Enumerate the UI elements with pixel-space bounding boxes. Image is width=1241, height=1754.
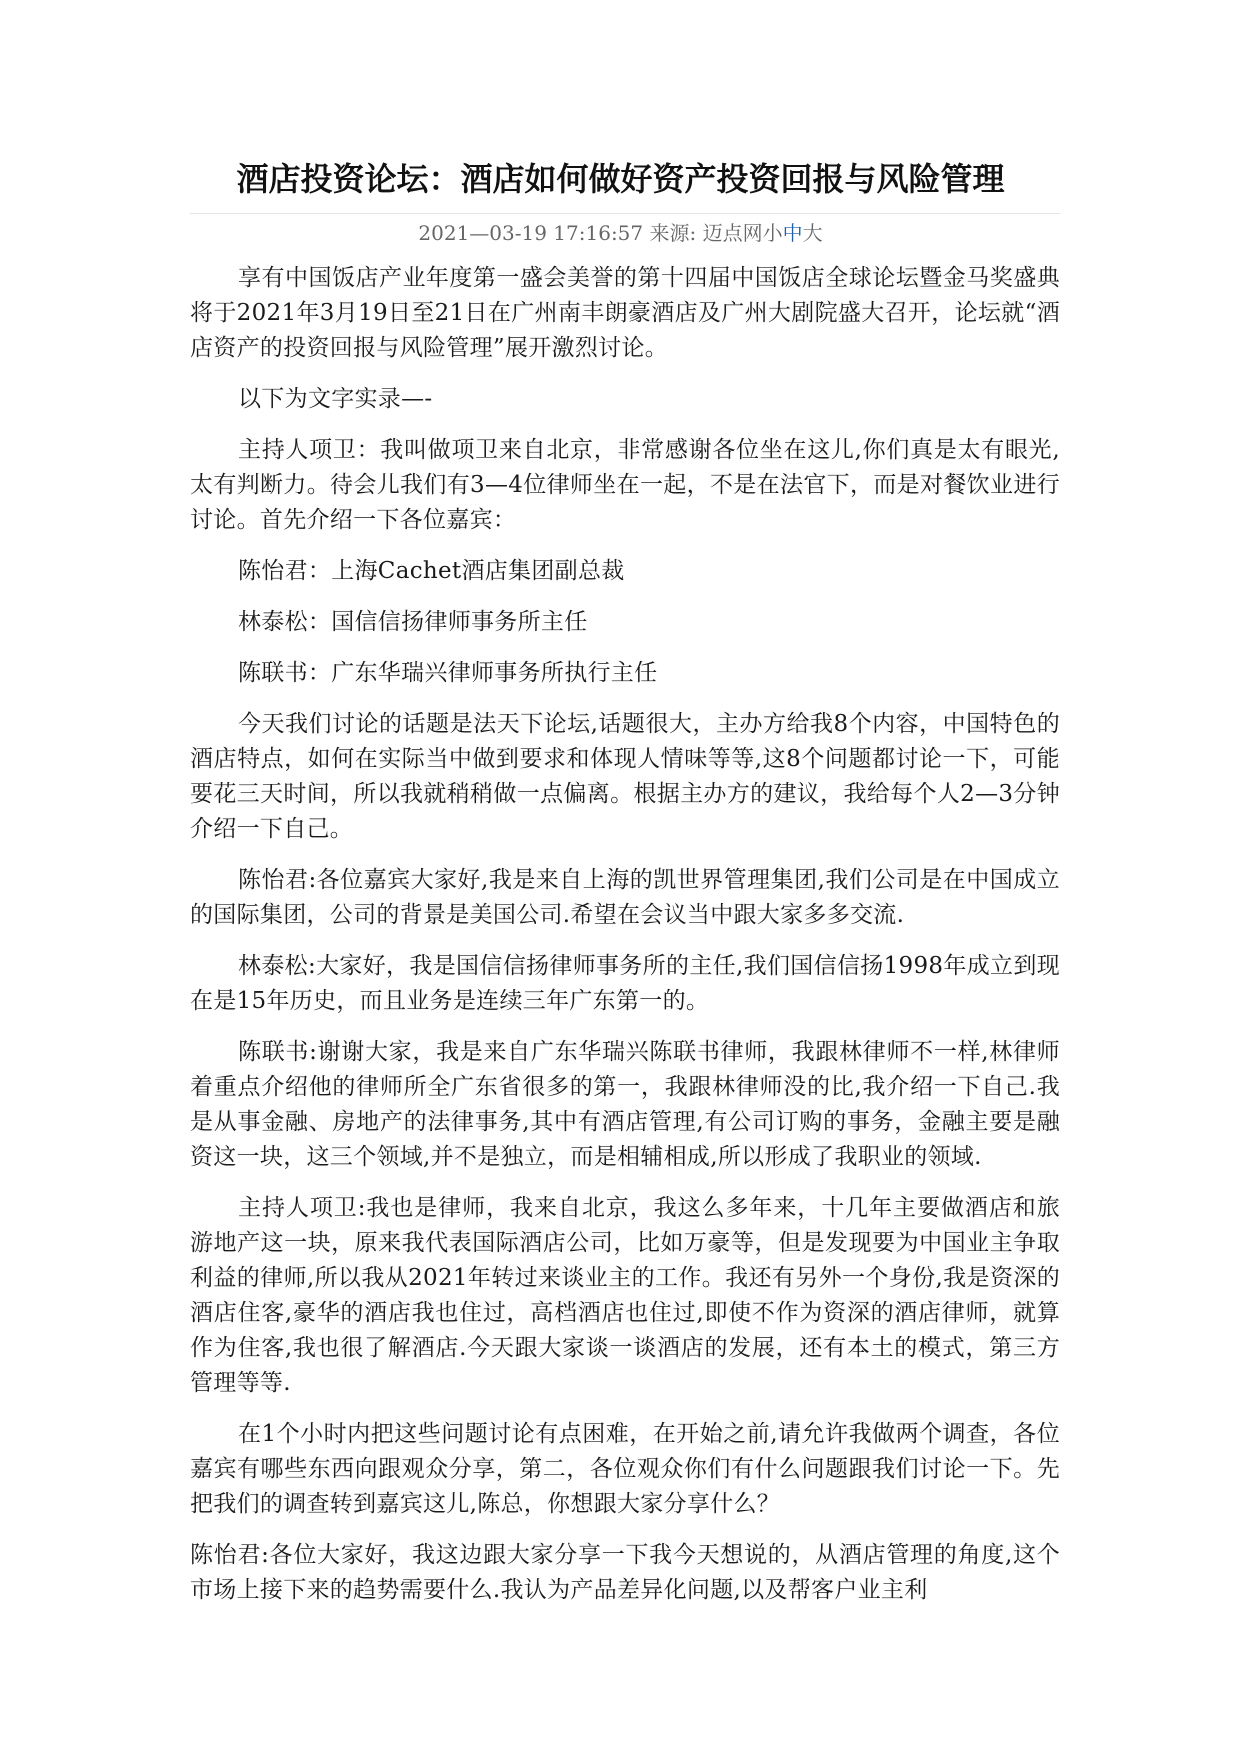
paragraph-chen-yijun-intro: 陈怡君:各位嘉宾大家好,我是来自上海的凯世界管理集团,我们公司是在中国成立的国际集团，公司的背景是美国公司.希望在会议当中跟大家多多交流. bbox=[190, 867, 1060, 928]
source-name bbox=[703, 221, 823, 245]
paragraph-host-intro: 主持人项卫:我也是律师，我来自北京，我这么多年来，十几年主要做酒店和旅游地产这一块，原来我代表国际酒店公司，比如万豪等，但是发现要为中国业主争取利益的律师,所以我从2021年转过来谈业主的工作。我还有另外一个身份,我是资深的酒店住客,豪华的酒店我也住过，高档酒店也住过,即使不作为资深的酒店律师，就算作为住客,我也很了解酒店.今天跟大家谈一谈酒店的发展，还有本土的模式，第三方管理等等. bbox=[190, 1195, 1060, 1396]
paragraph-intro: 享有中国饭店产业年度第一盛会美誉的第十四届中国饭店全球论坛暨金马奖盛典将于2021年3月19日至21日在广州南丰朗豪酒店及广州大剧院盛大召开，论坛就“酒店资产的投资回报与风险管理”展开激烈讨论。 bbox=[190, 265, 1060, 361]
source-label: 来源: bbox=[649, 221, 697, 245]
article-meta bbox=[150, 217, 1091, 249]
paragraph-guest-3: 陈联书：广东华瑞兴律师事务所执行主任 bbox=[238, 660, 658, 686]
paragraph-lin-taisong-intro: 林泰松:大家好，我是国信信扬律师事务所的主任,我们国信信扬1998年成立到现在是15年历史，而且业务是连续三年广东第一的。 bbox=[190, 953, 1060, 1014]
paragraph-transcript-heading: 以下为文字实录—- bbox=[238, 386, 433, 412]
source-name-pre: 迈点网小 bbox=[702, 221, 783, 245]
paragraph-topic: 今天我们讨论的话题是法天下论坛,话题很大，主办方给我8个内容，中国特色的酒店特点，如何在实际当中做到要求和体现人情味等等,这8个问题都讨论一下，可能要花三天时间，所以我就稍稍做一点偏离。根据主办方的建议，我给每个人2—3分钟介绍一下自己。 bbox=[190, 711, 1060, 842]
paragraph-survey: 在1个小时内把这些问题讨论有点困难，在开始之前,请允许我做两个调查，各位嘉宾有哪些东西向跟观众分享，第二，各位观众你们有什么问题跟我们讨论一下。先把我们的调查转到嘉宾这儿,陈总，你想跟大家分享什么？ bbox=[190, 1421, 1060, 1517]
title-divider bbox=[190, 213, 1060, 214]
paragraph-chen-lianshu-intro: 陈联书:谢谢大家，我是来自广东华瑞兴陈联书律师，我跟林律师不一样,林律师着重点介绍他的律师所全广东省很多的第一，我跟林律师没的比,我介绍一下自己.我是从事金融、房地产的法律事务,其中有酒店管理,有公司订购的事务，金融主要是融资这一块，这三个领域,并不是独立，而是相辅相成,所以形成了我职业的领域. bbox=[190, 1039, 1060, 1170]
article-title: 酒店投资论坛：酒店如何做好资产投资回报与风险管理 bbox=[236, 160, 1005, 198]
source-name-accent: 中 bbox=[782, 221, 803, 245]
source-name-post: 大 bbox=[802, 221, 823, 245]
publish-datetime: 2021—03-19 17:16:57 bbox=[418, 221, 644, 245]
paragraph-host-opening: 主持人项卫：我叫做项卫来自北京，非常感谢各位坐在这儿,你们真是太有眼光,太有判断力。待会儿我们有3—4位律师坐在一起，不是在法官下，而是对餐饮业进行讨论。首先介绍一下各位嘉宾： bbox=[190, 437, 1060, 533]
paragraph-guest-1: 陈怡君：上海Cachet酒店集团副总裁 bbox=[238, 558, 625, 584]
article-body bbox=[190, 261, 1060, 1624]
paragraph-chen-yijun-share: 陈怡君:各位大家好，我这边跟大家分享一下我今天想说的，从酒店管理的角度,这个市场上接下来的趋势需要什么.我认为产品差异化问题,以及帮客户业主利 bbox=[190, 1542, 1060, 1603]
paragraph-guest-2: 林泰松：国信信扬律师事务所主任 bbox=[238, 609, 588, 635]
